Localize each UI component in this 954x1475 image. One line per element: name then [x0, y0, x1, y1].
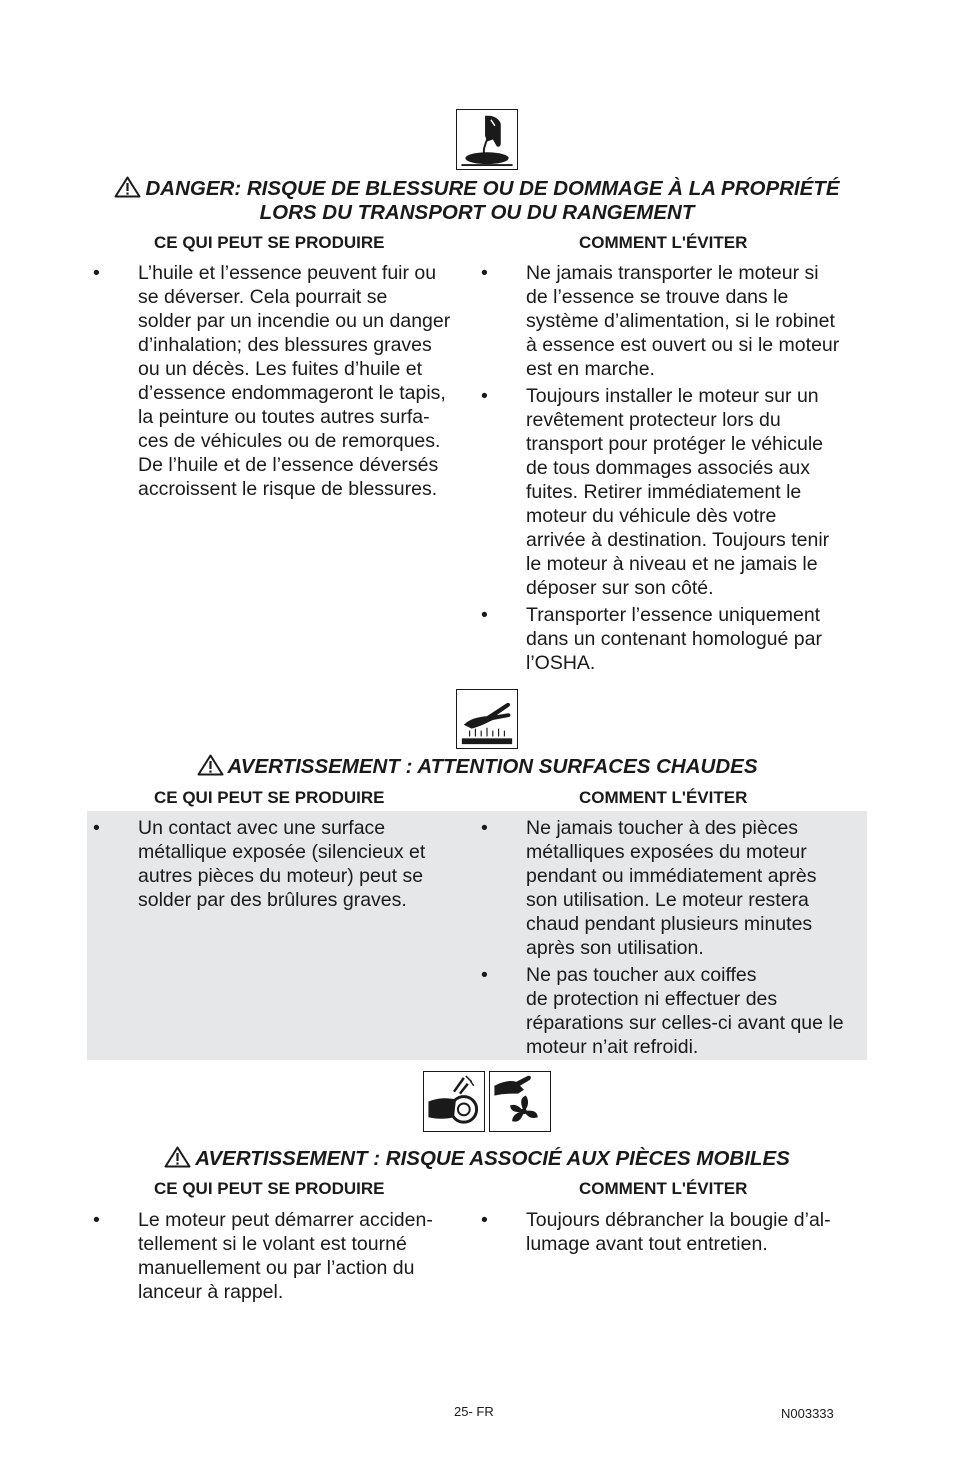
bullet: •: [93, 817, 100, 839]
item-text: Ne pas toucher aux coiffes de protection ni effectuer des réparations sur celles-ci avant que le moteur n’ait refroidi.: [526, 964, 844, 1058]
header-what-can-happen: CE QUI PEUT SE PRODUIRE: [154, 1179, 385, 1198]
item-text: Toujours installer le moteur sur un revêtement protecteur lors du transport pour protéger le véhicule de tous dommages associés aux fuites. Retirer immédiatement le moteur du véhicule dès votre arrivée à destination. Toujours tenir le moteur à niveau et ne jamais le déposer sur son côté.: [526, 385, 830, 599]
hazard-title-text: DANGER: RISQUE DE BLESSURE OU DE DOMMAGE À LA PROPRIÉTÉ: [145, 177, 840, 200]
bullet: •: [93, 262, 100, 284]
hazard-title-line: [60, 1146, 894, 1171]
bullet: •: [481, 1209, 488, 1231]
item-text: Un contact avec une surface métallique exposée (silencieux et autres pièces du moteur) peut se solder par des brûlures graves.: [138, 817, 426, 911]
pulley-entanglement-pictogram: [423, 1071, 485, 1132]
item-text: Transporter l’essence uniquement dans un contenant homologué par l’OSHA.: [526, 604, 822, 674]
bullet: •: [481, 604, 488, 626]
hazard-title-text: AVERTISSEMENT : ATTENTION SURFACES CHAUDES: [227, 755, 758, 778]
column-what-can-happen: [93, 1208, 483, 1307]
header-how-to-avoid: COMMENT L'ÉVITER: [579, 1179, 748, 1198]
item-text: L’huile et l’essence peuvent fuir ou se déverser. Cela pourrait se solder par un incendie ou un danger d’inhalation; des blessures graves ou un décès. Les fuites d’huile et d’essence endommageront le tapis, la peinture ou toutes autres surfa- ces de véhicules ou de remorques. De l’huile et de l’essence déversés accroissent le risque de blessures.: [138, 262, 451, 500]
hazard-title-text: AVERTISSEMENT : RISQUE ASSOCIÉ AUX PIÈCES MOBILES: [195, 1147, 790, 1170]
header-how-to-avoid: COMMENT L'ÉVITER: [579, 788, 748, 807]
item-text: Toujours débrancher la bougie d’al- lumage avant tout entretien.: [526, 1209, 831, 1255]
document-code: N003333: [781, 1406, 834, 1421]
list-item: [93, 1208, 483, 1304]
header-what-can-happen: CE QUI PEUT SE PRODUIRE: [154, 233, 385, 252]
bullet: •: [481, 262, 488, 284]
list-item: [481, 1208, 881, 1256]
fan-blade-pictogram: [489, 1071, 551, 1132]
item-text: Ne jamais toucher à des pièces métalliques exposées du moteur pendant ou immédiatement après son utilisation. Le moteur restera chaud pendant plusieurs minutes après son utilisation.: [526, 817, 817, 959]
hazard-title: [60, 1146, 894, 1171]
item-text: Ne jamais transporter le moteur si de l’essence se trouve dans le système d’alimentation, si le robinet à essence est ouvert ou si le moteur est en marche.: [526, 262, 840, 380]
bullet: •: [93, 1209, 100, 1231]
column-how-to-avoid: [481, 1208, 881, 1259]
header-what-can-happen: CE QUI PEUT SE PRODUIRE: [154, 788, 385, 807]
item-text: Le moteur peut démarrer acciden- tellement si le volant est tourné manuellement ou par l’action du lanceur à rappel.: [138, 1209, 433, 1303]
bullet: •: [481, 817, 488, 839]
hazard-title-line: LORS DU TRANSPORT OU DU RANGEMENT: [259, 201, 695, 224]
header-how-to-avoid: COMMENT L'ÉVITER: [579, 233, 748, 252]
warning-triangle-icon: [164, 1146, 191, 1168]
page-number: 25- FR: [454, 1404, 494, 1419]
bullet: •: [481, 385, 488, 407]
bullet: •: [481, 964, 488, 986]
